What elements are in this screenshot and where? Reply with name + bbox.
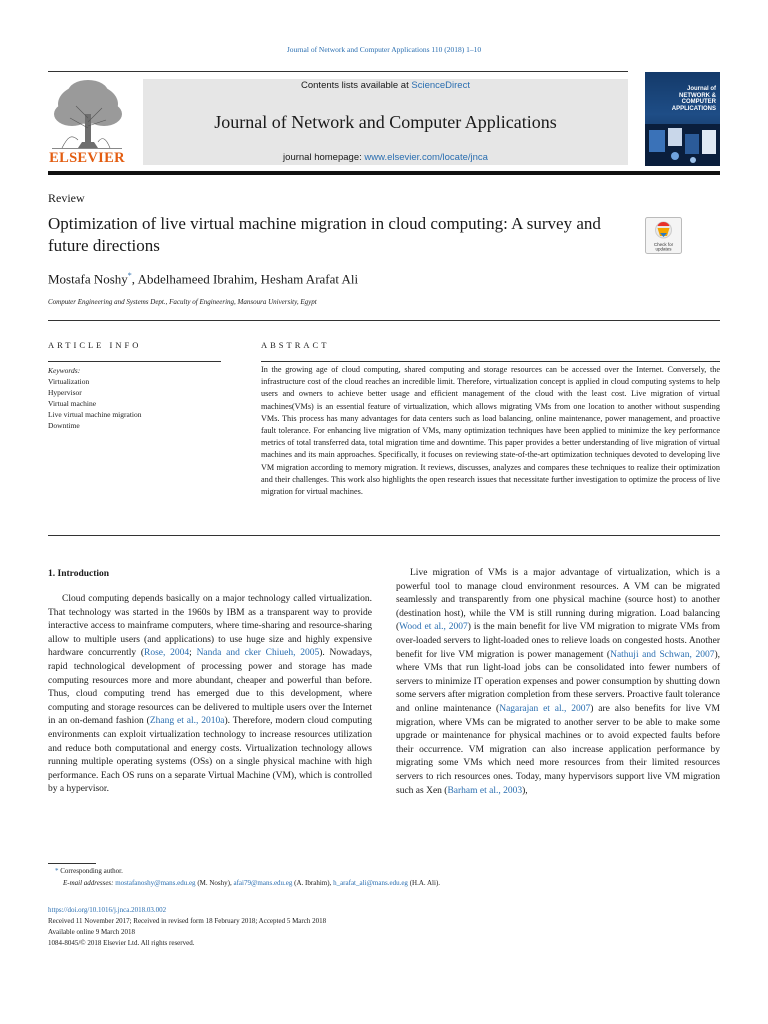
citation-link[interactable]: Wood et al., 2007 (399, 622, 468, 633)
article-type: Review (48, 191, 85, 205)
body-text: ). Therefore, modern cloud computing environments can exploit virtualization technology to increase resources utilization and reduce both computational and energy costs. Virtualization technology allows running multiple operating systems (OSs) on a single physical machine with high performance. Each OS runs on a separate Virtual Machine (VM), which is controlled by a hypervisor. (48, 716, 372, 795)
body-text: ) are also benefits for live VM migration, where VMs can be migrated to another server to be able to make some upgrade or maintenance for physical machines or to avoid expected faults before their occurrence. VM migration can also increase application performance by migrating some VMs which need more resources from their limited resources servers to rich resources ones. Today, many hypervisors support live VM migration such as Xen ( (396, 703, 720, 796)
doi-link[interactable]: https://doi.org/10.1016/j.jnca.2018.03.002 (48, 906, 167, 914)
body-text: ; (189, 648, 197, 659)
cover-title-line: NETWORK & (679, 92, 716, 99)
section-rule (48, 320, 720, 321)
section-rule (48, 535, 720, 536)
keywords-block (48, 365, 142, 431)
keyword-item: Live virtual machine migration (48, 410, 142, 419)
email-addresses (63, 879, 440, 887)
sciencedirect-link[interactable]: ScienceDirect (411, 80, 470, 91)
abstract-heading: ABSTRACT (261, 340, 330, 350)
article-info-rule (48, 361, 221, 362)
body-text: Live migration of VMs is a major advantage of virtualization, which is a powerful tool to manage cloud environment resources. A VM can be migrated seamlessly and transparently from one physical machine (source host) to another (destination host), while the VM is still running during migration. Load balancing ( (396, 568, 720, 633)
keyword-item: Hypervisor (48, 388, 82, 397)
body-text: ), where VMs that run light-load jobs can be consolidated into fewer numbers of servers to minimize IT operation expenses and power consumption by shutting down some servers after migration completion from these servers. Proactive fault tolerance and online maintenance ( (396, 649, 721, 714)
author-name: Mostafa Noshy (48, 271, 128, 287)
received-dates: Received 11 November 2017; Received in revised form 18 February 2018; Accepted 5 March 2018 (48, 917, 327, 925)
homepage-prefix: journal homepage: (283, 152, 365, 163)
check-for-updates-icon[interactable] (645, 217, 682, 254)
email-link[interactable]: afai79@mans.edu.eg (233, 879, 293, 887)
body-column-right (396, 567, 720, 798)
abstract-rule (261, 361, 720, 362)
check-updates-line2: updates (655, 246, 672, 252)
journal-citation[interactable]: Journal of Network and Computer Applications 110 (2018) 1–10 (286, 45, 482, 54)
article-title: Optimization of live virtual machine migration in cloud computing: A survey and future directions (48, 214, 601, 255)
author-names-rest: , Abdelhameed Ibrahim, Hesham Arafat Ali (131, 271, 359, 287)
body-column-left (48, 593, 372, 797)
citation-link[interactable]: Zhang et al., 2010a (149, 716, 225, 727)
body-paragraph (48, 593, 372, 797)
contents-prefix: Contents lists available at (301, 80, 412, 91)
corresponding-author-text: Corresponding author. (60, 867, 123, 875)
footnote-mark[interactable]: * (55, 867, 59, 875)
cover-title (649, 86, 716, 112)
corresponding-author-mark[interactable]: * (127, 271, 132, 280)
contents-line (143, 80, 628, 91)
citation-link[interactable]: Nagarajan et al., 2007 (499, 703, 591, 714)
elsevier-wordmark: ELSEVIER (49, 150, 125, 166)
cover-art-icon (645, 124, 720, 166)
email-owner: (A. Ibrahim), (292, 879, 334, 887)
citation-link[interactable]: Rose, 2004 (144, 648, 190, 659)
citation-link[interactable]: Nathuji and Schwan, 2007 (610, 649, 715, 660)
section-title-introduction: 1. Introduction (48, 569, 110, 579)
email-owner: (M. Noshy), (195, 879, 234, 887)
keyword-item: Downtime (48, 421, 80, 430)
check-updates-line1: Check for (653, 242, 674, 247)
citation-link[interactable]: Barham et al., 2003 (447, 785, 523, 796)
available-online: Available online 9 March 2018 (48, 928, 135, 936)
body-paragraph (396, 567, 720, 798)
cover-title-line: COMPUTER (681, 99, 716, 105)
email-link[interactable]: h_arafat_ali@mans.edu.eg (333, 879, 408, 887)
journal-homepage-link[interactable]: www.elsevier.com/locate/jnca (364, 152, 488, 163)
homepage-line (143, 152, 628, 163)
article-info-heading: ARTICLE INFO (48, 340, 142, 350)
journal-cover-image[interactable] (645, 72, 720, 166)
body-text: Cloud computing depends basically on a major technology called virtualization. That technology was started in the 1960s by IBM as a transparent way to provide interactive access to mainframe computers, where time-sharing and resource-sharing allow to multiple users (and applications) to use huge size and highly expensive hardware concurrently ( (48, 594, 372, 659)
journal-name: Journal of Network and Computer Applications (214, 112, 557, 132)
body-text: ). Nowadays, rapid technological development of processing power and storage has made computing resources more and more abundant, cheaper and powerful than before. Thus, cloud computing trend has emerged due to this development, where computing and storage resources can be delivered to multiple users over the Internet in an on-demand fashion ( (48, 648, 373, 727)
author-list (48, 271, 358, 287)
body-text: ), (522, 785, 528, 796)
citation-link[interactable]: Nanda and cker Chiueh, 2005 (196, 648, 320, 659)
email-link[interactable]: mostafanoshy@mans.edu.eg (115, 879, 196, 887)
footnote-rule (48, 863, 96, 864)
cover-title-line: Journal of (686, 86, 716, 92)
affiliation: Computer Engineering and Systems Dept., Faculty of Engineering, Mansoura University, Egypt (48, 298, 317, 306)
copyright: 1084-8045/© 2018 Elsevier Ltd. All rights reserved. (48, 939, 195, 947)
header-rule (48, 71, 628, 72)
header-thick-rule (48, 171, 720, 175)
keywords-label: Keywords: (48, 366, 81, 375)
cover-title-line: APPLICATIONS (671, 105, 716, 112)
corresponding-author-note (55, 867, 123, 875)
body-text: ) is the main benefit for live VM migration to migrate VMs from over-loaded servers to light-loaded ones to relieve loads on congested hosts. Another benefit for live VM migration is power management ( (396, 622, 721, 660)
keyword-item: Virtualization (48, 377, 90, 386)
email-owner: (H.A. Ali). (407, 879, 441, 887)
keyword-item: Virtual machine (48, 399, 97, 408)
email-label: E-mail addresses: (63, 879, 114, 887)
abstract-text: In the growing age of cloud computing, shared computing and storage resources can be accessed over the Internet. Conversely, the infrastructure cost of the cloud reaches an incredible limit. Therefore, virtualization concept is applied in cloud computing systems to help users and owners to achieve better usage and efficient management of the cloud with the least cost. Live migration of virtual machines(VMs) is an essential feature of virtualization, which allows migrating VMs from one location to another without suspending VMs. This process has many advantages for data centers such as load balancing, online maintenance, power management, and proactive fault tolerance. For enhancing live migration of VMs, many optimization techniques have been applied to minimize the key performance metrics of total transferred data, total migration time and downtime. This paper provides a better understanding of live migration of virtual machines and its main approaches. Specifically, it focuses on reviewing state-of-the-art optimization techniques devoted to developing live VM migration according to memory migration. It reviews, discusses, analyzes and compares these techniques to realize their optimization and their challenges. This work also highlights the open research issues that necessitate further investigation to optimize the process of live migration for virtual machines. (261, 365, 720, 497)
